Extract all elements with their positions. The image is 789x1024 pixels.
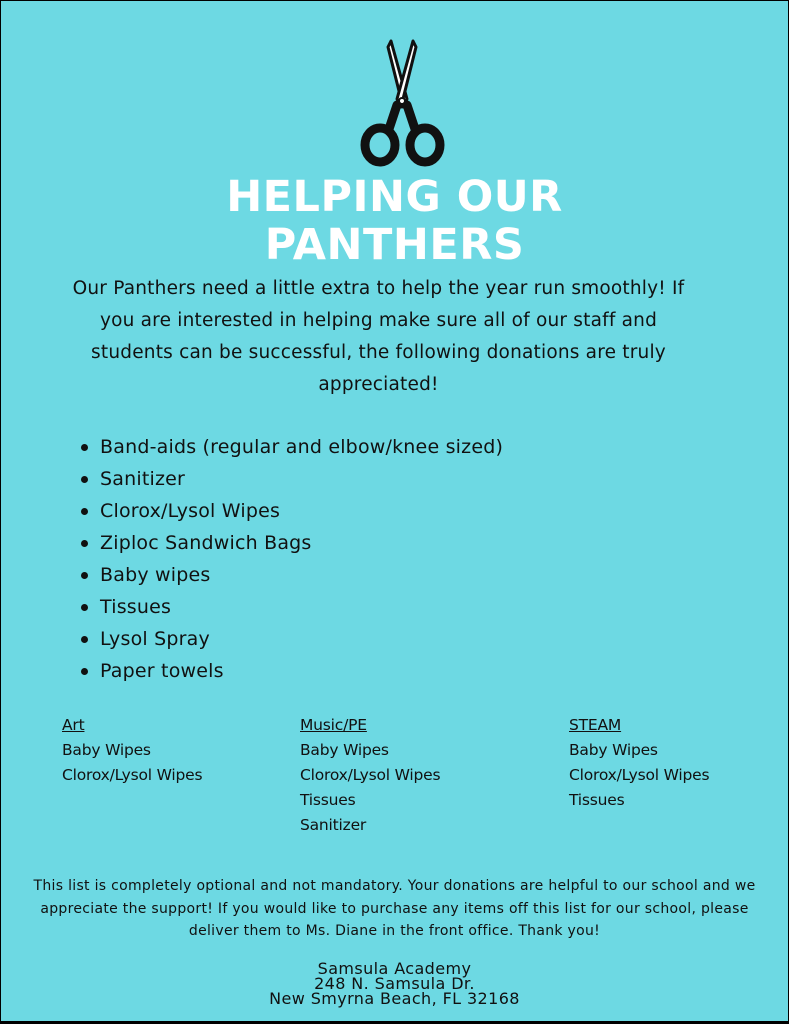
page-title — [1, 173, 788, 269]
list-item — [79, 559, 503, 591]
column-music-pe — [300, 713, 440, 838]
column-steam — [569, 713, 709, 813]
column-art — [62, 713, 202, 788]
column-item: Clorox/Lysol Wipes — [62, 766, 203, 784]
list-item-label: Paper towels — [100, 660, 224, 682]
column-item: Sanitizer — [300, 816, 367, 834]
school-address — [1, 961, 788, 1006]
list-item — [79, 655, 503, 687]
list-item-label: Baby wipes — [100, 564, 211, 586]
title-line-1: HELPING OUR — [226, 172, 563, 222]
bullet-icon — [81, 572, 88, 579]
list-item — [79, 623, 503, 655]
address-line-3: New Smyrna Beach, FL 32168 — [269, 989, 520, 1008]
footer-note: This list is completely optional and not mandatory. Your donations are helpful to our school and we appreciate the support! If you would like to purchase any items off this list for our school, please deliver them to Ms. Diane in the front office. Thank you! — [33, 878, 756, 939]
column-item: Baby Wipes — [62, 741, 151, 759]
column-heading-music-pe: Music/PE — [300, 716, 367, 734]
column-heading-art: Art — [62, 716, 85, 734]
list-item-label: Clorox/Lysol Wipes — [100, 500, 281, 522]
bullet-icon — [81, 540, 88, 547]
list-item-label: Band-aids (regular and elbow/knee sized) — [100, 436, 504, 458]
list-item — [79, 463, 503, 495]
flyer-page — [1, 1, 788, 1021]
column-item: Tissues — [569, 791, 625, 809]
bullet-icon — [81, 668, 88, 675]
list-item — [79, 527, 503, 559]
address-line-2: 248 N. Samsula Dr. — [314, 974, 475, 993]
bullet-icon — [81, 636, 88, 643]
intro-paragraph: Our Panthers need a little extra to help the year run smoothly! If you are interested in helping make sure all of our staff and students can be successful, the following donations are truly appreciated! — [72, 278, 685, 395]
list-item-label: Tissues — [100, 596, 172, 618]
list-item — [79, 591, 503, 623]
column-item: Tissues — [300, 791, 356, 809]
list-item — [79, 495, 503, 527]
list-item — [79, 431, 503, 463]
column-heading-steam: STEAM — [569, 716, 622, 734]
column-item: Baby Wipes — [569, 741, 658, 759]
address-line-1: Samsula Academy — [317, 959, 472, 978]
title-line-2: PANTHERS — [264, 220, 525, 270]
bullet-icon — [81, 476, 88, 483]
column-item: Baby Wipes — [300, 741, 389, 759]
bullet-icon — [81, 444, 88, 451]
donation-list — [79, 431, 503, 687]
list-item-label: Ziploc Sandwich Bags — [100, 532, 312, 554]
column-item: Clorox/Lysol Wipes — [300, 766, 441, 784]
column-item: Clorox/Lysol Wipes — [569, 766, 710, 784]
bullet-icon — [81, 604, 88, 611]
list-item-label: Sanitizer — [100, 468, 186, 490]
scissors-icon — [355, 39, 451, 169]
bullet-icon — [81, 508, 88, 515]
list-item-label: Lysol Spray — [100, 628, 210, 650]
